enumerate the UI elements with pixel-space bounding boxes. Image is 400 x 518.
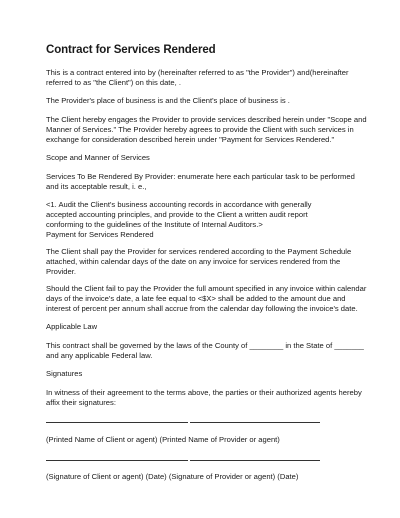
client-name-line xyxy=(46,422,188,423)
engagement-paragraph xyxy=(46,115,366,145)
text-line: accepted accounting principles, and provide to the Client a written audit report xyxy=(46,210,308,219)
governing-law-paragraph xyxy=(46,341,366,361)
signature-date-caption: (Signature of Client or agent) (Date) (Signature of Provider or agent) (Date) xyxy=(46,472,299,481)
text-line: The Client shall pay the Provider for services rendered according to the Payment Schedule xyxy=(46,247,352,256)
payment-heading: Payment for Services Rendered xyxy=(46,230,154,239)
text-line: and its acceptable result, i. e., xyxy=(46,182,147,191)
payment-schedule-paragraph xyxy=(46,247,366,277)
text-line: Manner of Services." The Provider hereby agrees to provide the Client with such services in xyxy=(46,125,354,134)
text-line: The Client hereby engages the Provider to provide services described herein under "Scope and xyxy=(46,115,367,124)
text-line: attached, within calendar days of the date on any invoice for services rendered from the xyxy=(46,257,341,266)
audit-example-paragraph xyxy=(46,200,366,240)
text-line: In witness of their agreement to the terms above, the parties or their authorized agents hereby xyxy=(46,388,362,397)
provider-name-line xyxy=(190,422,320,423)
text-line: This is a contract entered into by (hereinafter referred to as "the Provider") and(hereinafter xyxy=(46,68,349,77)
printed-names-caption: (Printed Name of Client or agent) (Printed Name of Provider or agent) xyxy=(46,435,280,444)
text-line: conforming to the guidelines of the Institute of Internal Auditors.> xyxy=(46,220,263,229)
services-paragraph xyxy=(46,172,366,192)
text-line: Services To Be Rendered By Provider: enumerate here each particular task to be performed xyxy=(46,172,355,181)
text-line: Provider. xyxy=(46,267,76,276)
text-line: exchange for consideration described herein under "Payment for Services Rendered." xyxy=(46,135,335,144)
text-line: interest of percent per annum shall accrue from the calendar day following the invoice's date. xyxy=(46,304,358,313)
witness-paragraph xyxy=(46,388,366,408)
document-title: Contract for Services Rendered xyxy=(46,44,216,56)
provider-signature-line xyxy=(190,460,320,461)
text-line: This contract shall be governed by the laws of the County of ________ in the State of _______ xyxy=(46,341,364,350)
text-line: days of the invoice's date, a late fee equal to <$X> shall be added to the amount due and xyxy=(46,294,346,303)
intro-paragraph xyxy=(46,68,366,88)
place-of-business-paragraph xyxy=(46,96,366,106)
late-fee-paragraph xyxy=(46,284,366,314)
text-line: affix their signatures: xyxy=(46,398,116,407)
applicable-law-heading: Applicable Law xyxy=(46,322,98,331)
text-line: and any applicable Federal law. xyxy=(46,351,153,360)
signatures-heading: Signatures xyxy=(46,369,83,378)
text-line: referred to as "the Client") on this date, . xyxy=(46,78,181,87)
client-signature-line xyxy=(46,460,188,461)
text-line: The Provider's place of business is and the Client's place of business is . xyxy=(46,96,290,105)
text-line: Should the Client fail to pay the Provider the full amount specified in any invoice within calendar xyxy=(46,284,367,293)
scope-heading: Scope and Manner of Services xyxy=(46,153,150,162)
text-line: <1. Audit the Client's business accounting records in accordance with generally xyxy=(46,200,312,209)
